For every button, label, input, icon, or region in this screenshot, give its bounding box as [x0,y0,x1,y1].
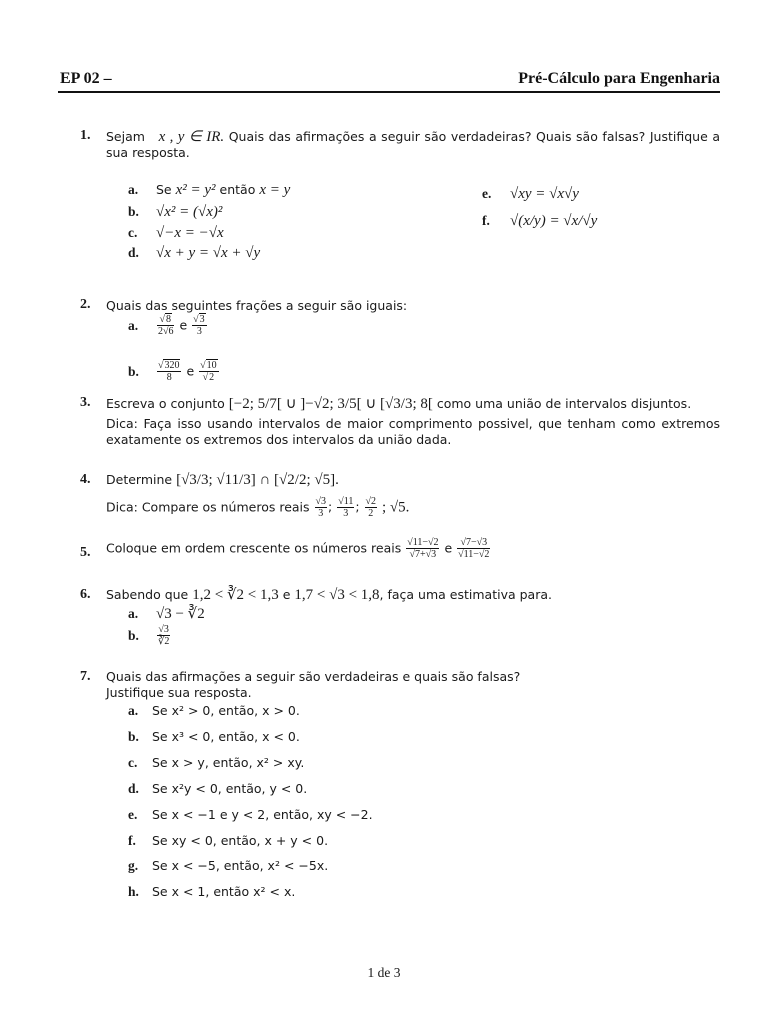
q5-f1-den: √7+√3 [409,549,437,560]
q5-statement [106,537,491,560]
q4-pre: Determine [106,472,173,487]
q5-f1-num: √11−√2 [407,537,439,548]
q2-b-conj: e [186,363,195,379]
page-number: 1 de 3 [367,965,401,980]
q6-item-b-label: b. [128,627,139,643]
q3-number: 3. [80,395,91,410]
q2-number: 2. [80,297,91,312]
q7-item-g-label: g. [128,858,139,873]
q4-hint-post: ; √5. [382,499,410,516]
q2-text: Quais das seguintes frações a seguir são iguais: [106,298,408,313]
q4-statement [106,472,339,488]
q4-expr: [√3/3; √11/3] ∩ [√2/2; √5]. [176,472,339,488]
q7-item-f [128,833,328,849]
q1-statement [106,129,720,161]
q1-item-e-label: e. [482,186,492,201]
q7-item-c [128,755,304,771]
q7-item-h-text: Se x < 1, então x² < x. [152,884,296,899]
exercise-list-title: EP 02 – [60,70,112,87]
q1-item-e-expr: √xy = √x√y [509,186,579,202]
q7-item-c-label: c. [128,755,138,770]
q7-item-e-label: e. [128,807,138,822]
q7-item-a-text: Se x² > 0, então, x > 0. [152,703,300,718]
q1-item-a-pre: Se [155,182,172,197]
q3-post: como uma união de intervalos disjuntos. [436,396,692,411]
course-title: Pré-Cálculo para Engenharia [518,70,720,87]
q7-item-f-label: f. [128,833,136,848]
q7-item-h-label: h. [128,884,139,899]
q1-item-a-expr2: x = y [259,182,291,198]
q5-fraction-2 [457,537,490,560]
q6-post: , faça uma estimativa para. [379,587,552,602]
q1-item-c-label: c. [128,225,138,240]
q2-item-a [128,314,208,337]
q2-b1-num: 320 [164,360,180,371]
q1-item-c [128,225,224,241]
q1-item-f-expr: √(x/y) = √x/√y [509,213,598,229]
q7-item-d-text: Se x²y < 0, então, y < 0. [152,781,308,796]
q1-item-c-expr: √−x = −√x [155,225,224,241]
q2-b2-num: 10 [206,360,217,371]
q1-text: Quais das afirmações a seguir são verdadeiras? Quais são falsas? Justifique a sua resposta. [106,129,721,160]
q2-a2-den: 3 [196,326,202,337]
q6-item-a-label: a. [128,606,139,621]
q2-item-b [128,360,220,383]
q6-item-a [128,606,205,622]
q3-statement [106,396,720,412]
q1-item-b-label: b. [128,204,139,219]
q2-a-fraction-1: $\frac{√8}{2√6}$ [157,314,174,337]
q1-number: 1. [80,128,91,143]
q5-fraction-1 [406,537,439,560]
q1-item-a [128,182,290,198]
q2-a1-den: 2√6 [157,326,174,337]
q7-item-b [128,729,300,745]
q7-item-g-text: Se x < −5, então, x² < −5x. [152,858,329,873]
q2-a-conj: e [179,317,188,333]
q6-ineq1: 1,2 < ∛2 < 1,3 [192,587,279,603]
q4-hint: Dica: Compare os números reais $\frac{√3}{3}$ ; $\frac{√11}{3}$ ; $\frac{√2}{2}$ ; √5. [106,496,410,519]
q4-hint-pre: Dica: Compare os números reais [106,499,310,515]
q1-item-a-label: a. [128,182,139,197]
q6-statement [106,587,552,603]
q4-hint-frac-2: $\frac{√11}{3}$ [338,496,354,519]
q1-vars: x , y ∈ IR. [158,129,225,145]
q5-number: 5. [80,545,91,560]
q5-pre: Coloque em ordem crescente os números reais [106,540,402,556]
q1-item-b-expr: √x² = (√x)² [155,204,223,220]
q2-b2-den: 2 [209,372,215,383]
q7-number: 7. [80,669,91,684]
q4-hint-frac-3: $\frac{√2}{2}$ [365,496,377,519]
q6-item-a-expr: √3 − ∛2 [155,606,205,622]
q1-item-f-label: f. [482,213,490,228]
q6-item-b [128,624,171,647]
q6-pre: Sabendo que [106,587,189,602]
q6-b-den: ∛2 [157,636,170,647]
q2-a-fraction-2: $\frac{√3}{3}$ [193,314,205,337]
q2-b-fraction-2: $\frac{√10}{√2}$ [200,360,217,383]
q7-item-b-label: b. [128,729,139,744]
header-rule [58,91,720,93]
q7-item-a [128,703,300,719]
q7-item-b-text: Se x³ < 0, então, x < 0. [152,729,300,744]
q6-b-num: √3 [158,624,169,635]
q1-item-d-expr: √x + y = √x + √y [155,245,261,261]
q7-text-2: Justifique sua resposta. [106,685,252,700]
q7-text-1: Quais das afirmações a seguir são verdadeiras e quais são falsas? [106,669,521,684]
q2-item-a-label: a. [128,317,139,333]
q1-item-a-mid: então [219,182,256,197]
q7-item-e-text: Se x < −1 e y < 2, então, xy < −2. [152,807,373,822]
q5-f2-num: √7−√3 [457,537,490,549]
q1-item-f [482,213,597,229]
q2-a2-num: 3 [199,314,205,325]
q4-hint-frac-1: $\frac{√3}{3}$ [315,496,327,519]
q6-number: 6. [80,587,91,602]
q2-b1-den: 8 [166,372,172,383]
q7-item-c-text: Se x > y, então, x² > xy. [152,755,305,770]
q7-item-a-label: a. [128,703,139,718]
q4-number: 4. [80,472,91,487]
q7-item-d-label: d. [128,781,139,796]
q5-f2-den: √11−√2 [458,549,490,560]
q5-conj: e [444,540,453,556]
q1-item-b [128,204,222,220]
q1-pre: Sejam [106,129,145,144]
q1-item-e [482,186,579,202]
q2-item-b-label: b. [128,363,139,379]
q3-hint: Dica: Faça isso usando intervalos de maior comprimento possivel, que tenham como extremos exatamente os extremos dos intervalos da união dada. [106,416,720,447]
q7-item-f-text: Se xy < 0, então, x + y < 0. [152,833,329,848]
q1-item-a-expr: x² = y² [175,182,216,198]
q6-conj: e [282,587,291,602]
q1-item-d [128,245,260,261]
q7-item-d [128,781,307,797]
q7-item-h [128,884,295,900]
q2-b-fraction-1: $\frac{√320}{8}$ [157,360,180,383]
q3-pre: Escreva o conjunto [106,396,225,411]
q7-item-e [128,807,373,823]
q6-ineq2: 1,7 < √3 < 1,8 [294,587,380,603]
q6-b-fraction [157,624,170,647]
q3-set: [−2; 5/7[ ∪ ]−√2; 3/5[ ∪ [√3/3; 8[ [228,396,433,412]
q1-item-d-label: d. [128,245,139,260]
q7-item-g [128,858,328,874]
q2-a1-num: 8 [165,314,171,325]
